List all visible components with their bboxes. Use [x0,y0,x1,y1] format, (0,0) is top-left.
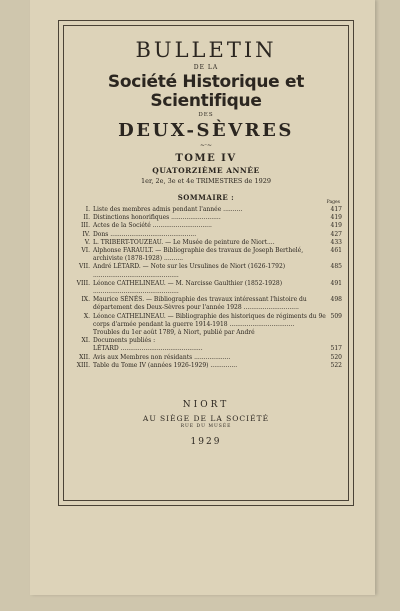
toc-entry-number: VIII. [76,279,90,287]
annee: QUATORZIÈME ANNÉE [152,166,260,175]
de-la: DE LA [193,64,219,71]
region-name: DEUX-SÈVRES [118,120,294,141]
toc-entry-page [326,329,342,337]
ornament: ~·~ [200,142,212,149]
tome: TOME IV [175,153,237,164]
toc-entry [70,362,342,370]
toc-entry-number: VI. [81,247,90,255]
toc-entry [70,296,342,312]
toc-entry-number: XIII. [76,361,90,369]
toc-entry-title: Troubles du 1er août 1789, à Niort, publié par André [93,329,255,337]
toc-entry-page: 522 [330,361,342,369]
toc-entry-page: 433 [330,238,342,246]
toc-entry [70,239,342,247]
toc-entry [70,206,342,214]
toc-entry-page: 417 [330,206,342,213]
toc-entry-title: Léonce CATHELINEAU. — Bibliographie des historiques de régiments du 9e corps d'armée pendant la guerre 1914-1918 .................................. [93,312,326,328]
toc-entry-title: Distinctions honorifiques .......................... [93,214,221,222]
toc-entry-page: 491 [330,279,342,287]
toc-entry [70,222,342,230]
toc-entry [70,231,342,239]
toc-entry [70,214,342,222]
publisher-street: RUE DU MUSÉE [180,424,232,430]
toc-entry-title: Actes de la Société ............................... [93,222,212,230]
des: DES [198,112,214,118]
society-name: Société Historique et Scientifique [107,72,305,111]
city: NIORT [182,400,230,411]
toc-entry-page: 461 [330,247,342,255]
toc-entry [70,263,342,279]
toc-entry-page: 419 [330,214,342,222]
toc-entry-number: X. [83,312,90,320]
toc-entry-number: XI. [81,337,90,345]
toc-entry-page [326,337,342,345]
trimestres: 1er, 2e, 3e et 4e TRIMESTRES de 1929 [140,177,271,185]
toc-entry-number [70,329,93,337]
toc-entry-number: V. [84,238,90,246]
toc-entry-title: LÉTARD ........................................... [93,345,203,353]
publication-year: 1929 [190,437,222,448]
toc-entry-title: Maurice SÉNÉS. — Bibliographie des travaux intéressant l'histoire du département des Deux-Sèvres pour l'année 1928 ............................. [93,296,307,312]
toc-entry-number: XII. [79,353,90,361]
toc-entry [70,354,342,362]
toc-entry-number: IX. [81,296,90,304]
toc-entry [70,313,342,329]
toc-entry-number: II. [83,214,90,222]
pages-label: Pages [326,200,340,205]
toc-entry-page: 419 [330,222,342,230]
toc-entry-title: Dons ............................................. [93,230,197,238]
toc-entry-title: L. TRIBERT-TOUZEAU. — Le Musée de peinture de Niort.... [93,238,275,246]
toc-entry-title: Avis aux Membres non résidants ................... [93,353,231,361]
toc-entry-number [70,345,93,353]
toc-entry-page: 427 [330,230,342,238]
toc-entry-title: Documents publiés : [93,337,156,345]
toc-entry-title: Liste des membres admis pendant l'année .......... [93,206,243,213]
cover-content [70,32,342,494]
toc-entry-number: VII. [79,263,90,271]
toc-entry [70,345,342,353]
toc-entry-title: Alphonse FARAULT. — Bibliographie des travaux de Joseph Berthelé, archiviste (1878-1928) .......... [93,247,304,263]
toc-entry-title: André LÉTARD. — Note sur les Ursulines de Niort (1626-1792) ............................................. [93,263,286,279]
toc-entry [70,329,342,337]
toc-entry-page: 517 [330,345,342,353]
toc-entry-title: Table du Tome IV (années 1926-1929) .............. [93,361,238,369]
toc-entry [70,247,342,263]
table-of-contents [70,206,342,370]
toc-entry-number: IV. [82,230,90,238]
sommaire-heading: SOMMAIRE : [177,193,235,202]
toc-entry-number: III. [80,222,90,230]
toc-entry-page: 520 [330,353,342,361]
toc-entry-page: 498 [330,296,342,304]
toc-entry-number: I. [85,206,90,213]
toc-entry-title: Léonce CATHELINEAU. — M. Narcisse Gaulthier (1852-1928) ............................................. [93,279,283,296]
toc-entry-page: 485 [330,263,342,271]
bulletin-title: BULLETIN [135,38,277,62]
toc-entry-page: 509 [330,312,342,320]
toc-entry [70,280,342,296]
publisher-siege: AU SIÈGE DE LA SOCIÉTÉ [142,414,270,424]
